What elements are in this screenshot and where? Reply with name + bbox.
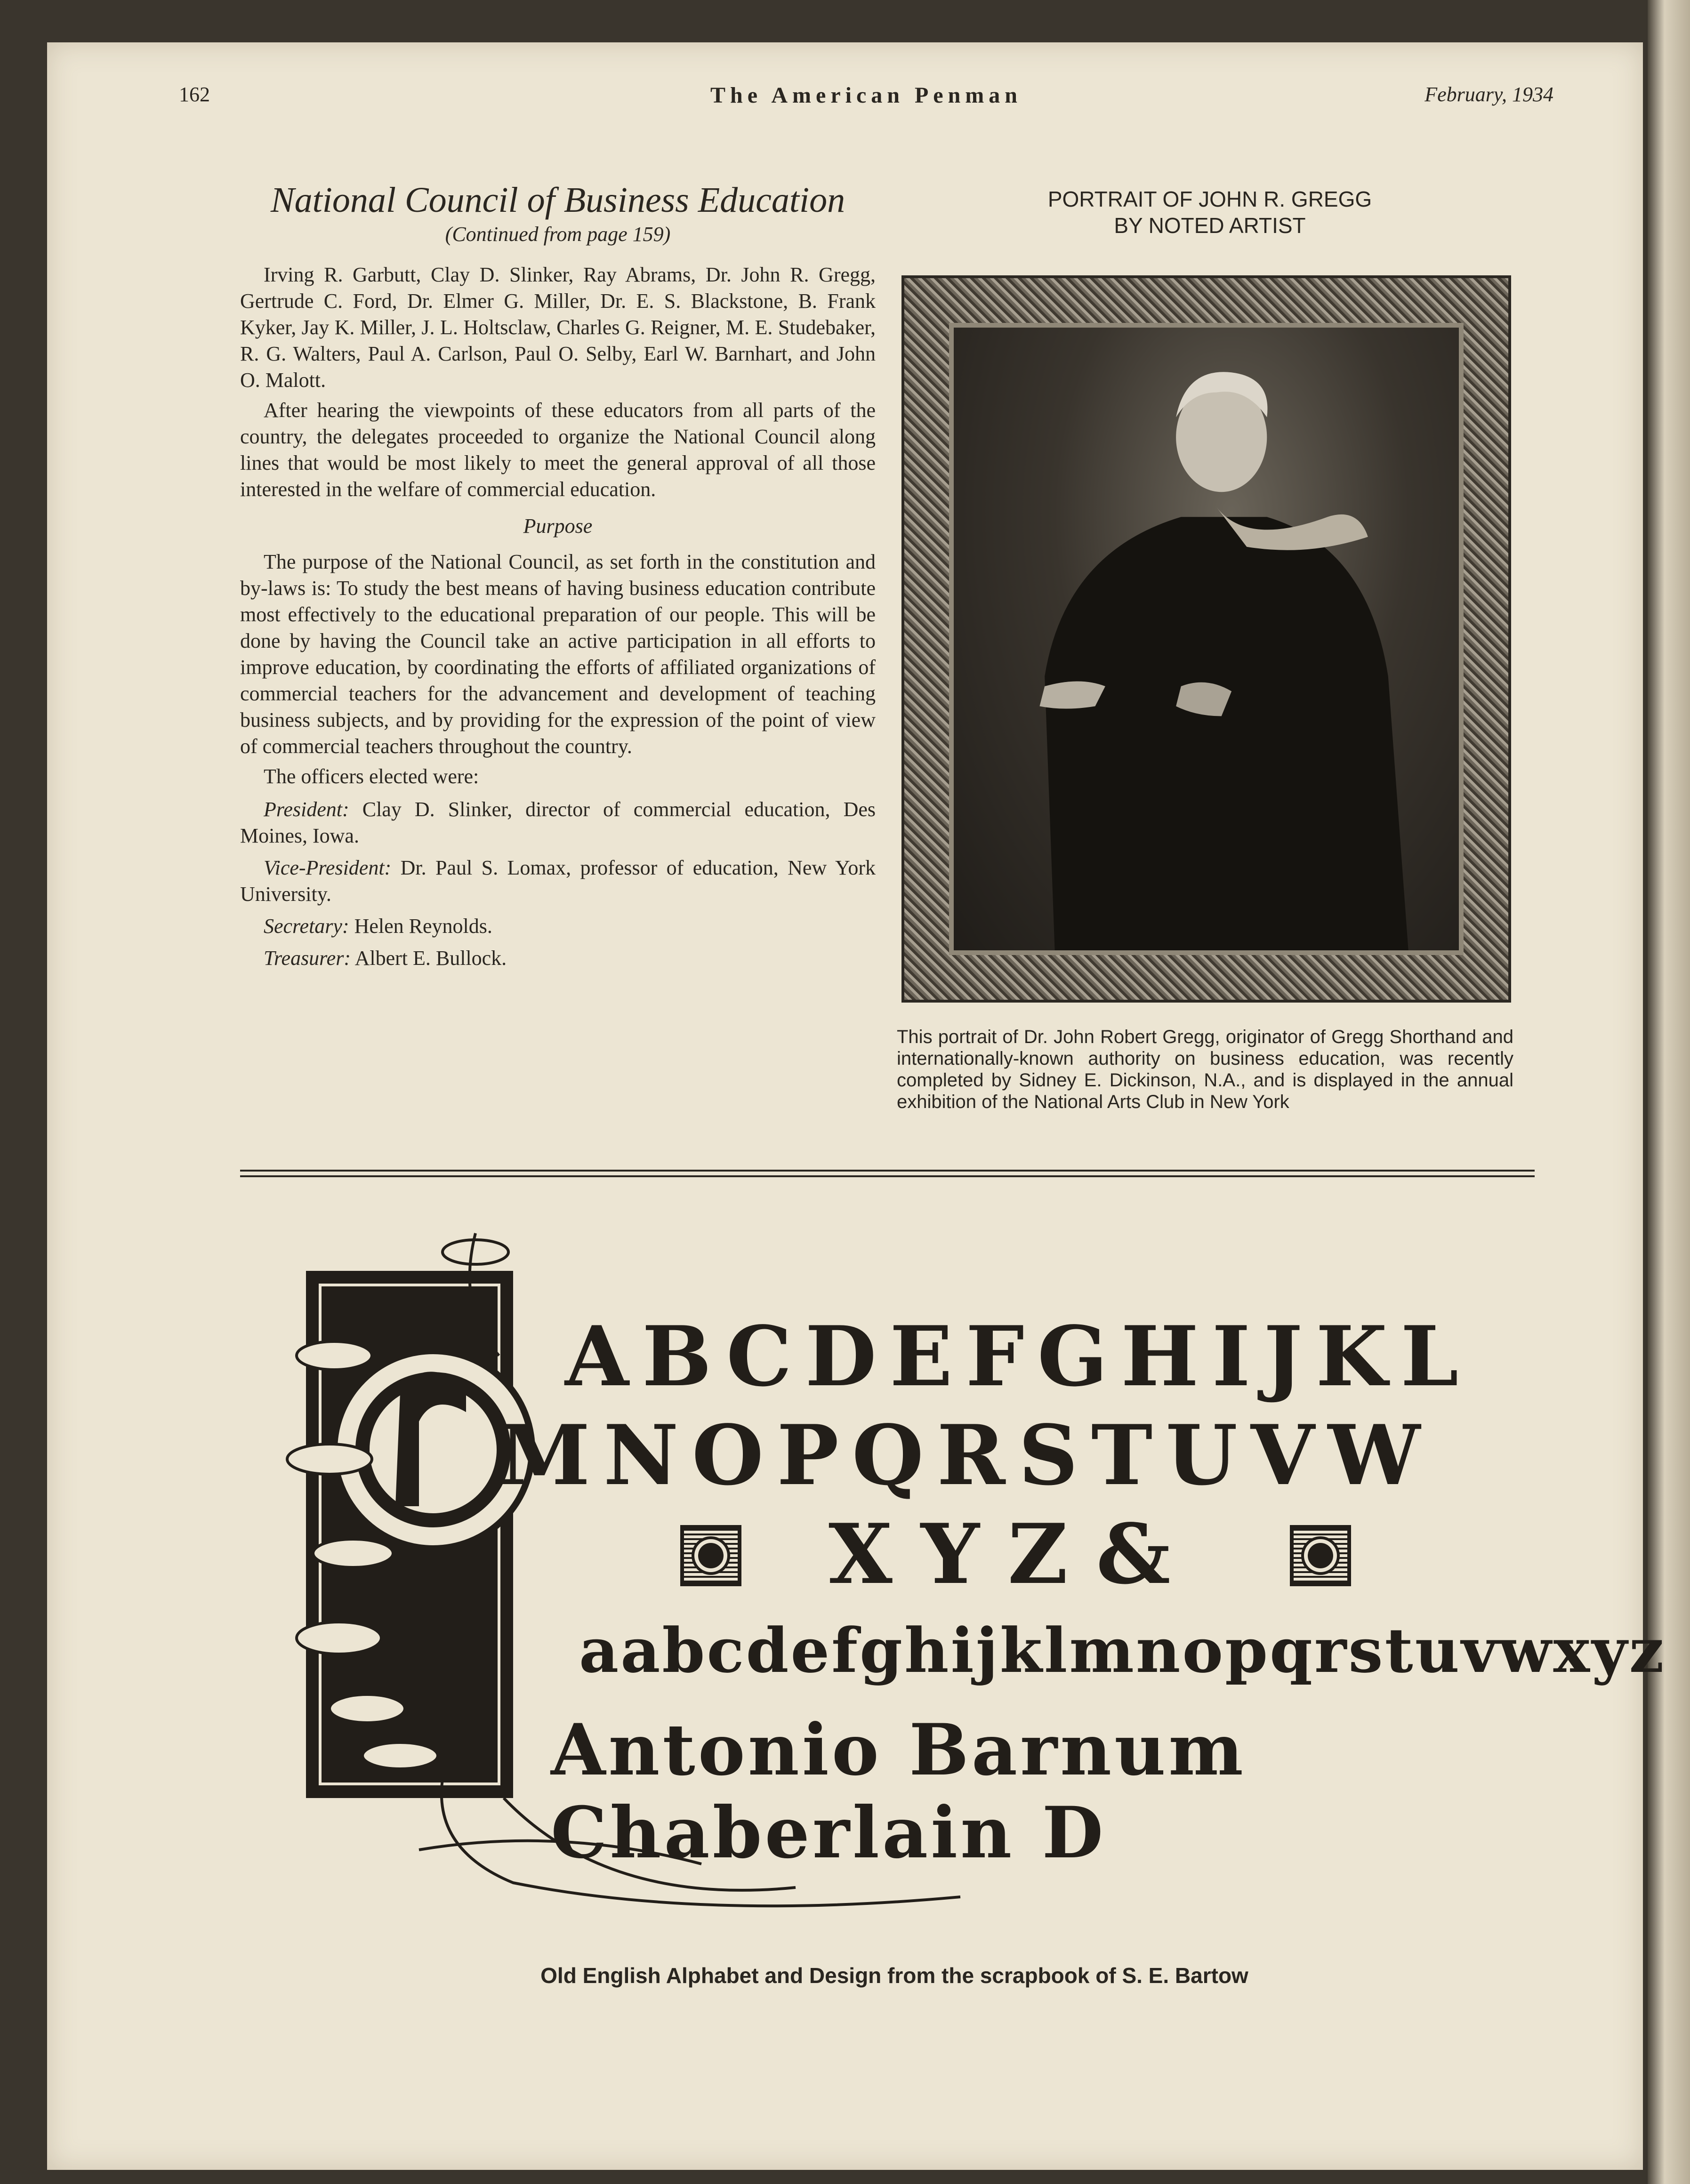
divider-rule [240,1175,1535,1177]
officer-role: Vice-President: [264,856,392,879]
magazine-title: The American Penman [710,83,1022,108]
officer-entry [240,945,876,972]
portrait-photo [949,323,1464,955]
officer-text: Albert E. Bullock. [354,947,507,970]
portrait-caption: This portrait of Dr. John Robert Gregg, originator of Gregg Shorthand and internationally-known authority on business education, was recently completed by Sidney E. Dickinson, N.A., and is displayed in the annual exhibition of the National Arts Club in New York [897,1027,1513,1112]
design-caption: Old English Alphabet and Design from the scrapbook of S. E. Bartow [540,1963,1248,1988]
section-subhead: Purpose [523,514,593,538]
officer-entry [240,855,876,907]
alphabet-row-3: XYZ& [829,1506,1199,1603]
portrait-figure-illustration [954,328,1459,950]
portrait-heading [951,186,1469,239]
article-paragraph: Irving R. Garbutt, Clay D. Slinker, Ray Abrams, Dr. John R. Gregg, Gertrude C. Ford, Dr. Elmer G. Miller, Dr. E. S. Blackstone, B. Frank Kyker, Jay K. Miller, J. L. Holtsclaw, Charles G. Reigner, M. E. Studebaker, R. G. Walters, Paul A. Carlson, Paul O. Selby, Earl W. Barnhart, and John O. Malott. [240,263,876,392]
article-paragraph: After hearing the viewpoints of these educators from all parts of the country, the delegates proceeded to organize the National Council along lines that would be most likely to meet the general approval of all those interested in the welfare of commercial education. [240,399,876,501]
lowercase-alphabet: aabcdefghijklmnopqrstuvwxyz [579,1614,1666,1686]
officer-entry [240,796,876,849]
officer-text: Dr. Paul S. Lomax, professor of education, New York University. [240,856,876,906]
ornament-block-icon [680,1525,741,1586]
page-number: 162 [179,83,210,106]
portrait-heading-line1: PORTRAIT OF JOHN R. GREGG [1047,187,1372,211]
officer-role: President: [264,798,349,821]
portrait-heading-line2: BY NOTED ARTIST [1114,213,1306,238]
article-paragraph: The officers elected were: [264,765,479,788]
alphabet-row-1: ABCDEFGHIJKL [565,1309,1472,1405]
article-column [240,179,876,977]
portrait-frame [901,275,1511,1003]
officer-role: Treasurer: [264,947,351,970]
divider-rule [240,1170,1535,1172]
officer-text: Helen Reynolds. [354,915,492,938]
article-title: National Council of Business Education [270,180,845,220]
officer-role: Secretary: [264,915,349,938]
alphabet-row-2: MNOPQRSTUVW [499,1407,1434,1504]
officer-entry [240,913,876,939]
article-paragraph: The purpose of the National Council, as set forth in the constitution and by-laws is: To study the best means of having business education contribute most effectively to the educational preparation of our people. This will be done by having the Council take an active participation in all efforts to improve education, by coordinating the efforts of affiliated organizations of commercial teachers for the advancement and development of teaching business subjects, and by providing for the expression of the point of view of commercial teachers throughout the country. [240,550,876,758]
issue-date: February, 1934 [1424,83,1553,106]
continued-note: (Continued from page 159) [445,223,671,246]
officer-text: Clay D. Slinker, director of commercial education, Des Moines, Iowa. [240,798,876,847]
ornament-block-icon [1290,1525,1351,1586]
page-header [179,82,1553,120]
signature-name: Antonio Barnum Chaberlain D [551,1709,1246,1874]
